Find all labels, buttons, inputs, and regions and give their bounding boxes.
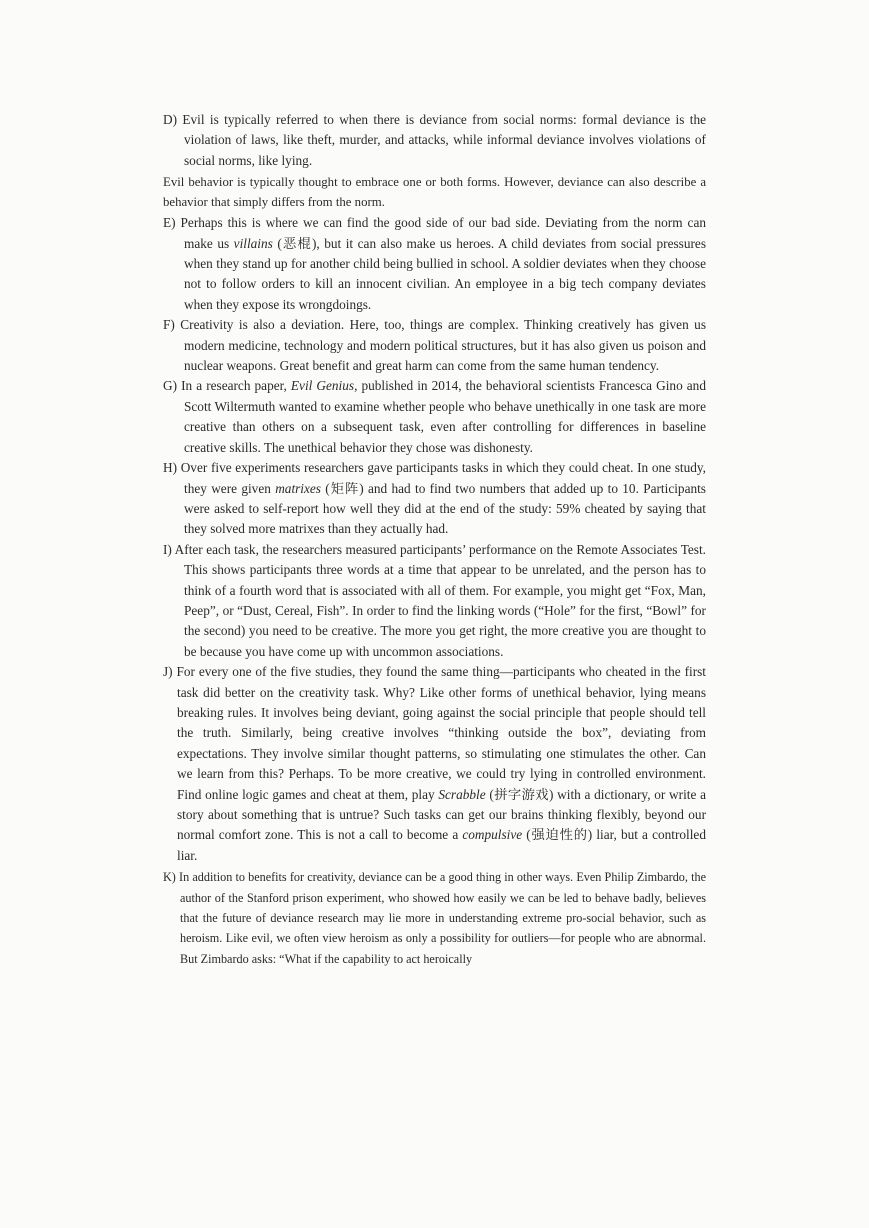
paragraph-k <box>163 867 706 969</box>
paragraph-i <box>163 540 706 662</box>
paragraph-f-text: F) Creativity is also a deviation. Here, too, things are complex. Thinking creatively has given us modern medicine, technology and modern political structures, but it has also given us poison and nuclear weapons. Great benefit and great harm can come from the same human tendency. <box>163 317 706 374</box>
paragraph-h-text-1: H) Over five experiments researchers gave participants tasks in which they could cheat. In one study, they were given <box>163 460 706 496</box>
paragraph-g-text-1: G) In a research paper, <box>163 378 291 394</box>
paragraph-j-text-2: (拼字游戏) with a dictionary, or write a story about something that is untrue? Such tasks can get our brains thinking flexibly, beyond our normal comfort zone. This is not a call to become a <box>177 786 706 843</box>
paragraph-k-text: K) In addition to benefits for creativity, deviance can be a good thing in other ways. Even Philip Zimbardo, the author of the Stanford prison experiment, who showed how easily we can be led to behave badly, believes that the future of deviance research may lie more in understanding extreme pro-social behavior, such as heroism. Like evil, we often view heroism as only a possibility for outliers—for people who are abnormal. But Zimbardo asks: “What if the capability to act heroically <box>163 870 706 966</box>
paragraph-d <box>163 110 706 171</box>
paragraph-d-text: D) Evil is typically referred to when there is deviance from social norms: formal deviance is the violation of laws, like theft, murder, and attacks, while informal deviance involves violations of social norms, like lying. <box>163 112 706 168</box>
paragraph-e-italic-villains: villains <box>233 235 273 251</box>
paragraph-h <box>163 458 706 540</box>
paragraph-e <box>163 213 706 315</box>
paragraph-j-text-1: J) For every one of the five studies, they found the same thing—participants who cheated in the first task did better on the creativity task. Why? Like other forms of unethical behavior, lying means breaking rules. It involves being deviant, going against the social principle that people should tell the truth. Similarly, being creative involves “thinking outside the box”, deviating from expectations. They involve similar thought patterns, so stimulating one stimulates the other. Can we learn from this? Perhaps. To be more creative, we could try lying in controlled environment. Find online logic games and cheat at them, play <box>163 664 706 802</box>
paragraph-i-text: I) After each task, the researchers measured participants’ performance on the Remote Associates Test. This shows participants three words at a time that appear to be unrelated, and the person has to think of a fourth word that is associated with all of them. For example, you might get “Fox, Man, Peep”, or “Dust, Cereal, Fish”. In order to find the linking words (“Hole” for the first, “Bowl” for the second) you need to be creative. The more you get right, the more creative you are thought to be because you have come up with uncommon associations. <box>163 541 706 659</box>
paragraph-note <box>163 172 706 212</box>
paragraph-note-text: Evil behavior is typically thought to embrace one or both forms. However, deviance can also describe a behavior that simply differs from the norm. <box>163 175 706 210</box>
reading-passage <box>163 110 706 969</box>
paragraph-g <box>163 376 706 458</box>
paragraph-j-italic-scrabble: Scrabble <box>438 786 486 802</box>
paragraph-j-text-3: (强迫性的) liar, but a controlled liar. <box>177 827 706 863</box>
paragraph-f <box>163 315 706 376</box>
paragraph-e-text-2: (恶棍), but it can also make us heroes. A child deviates from social pressures when they stand up for another child being bullied in school. A soldier deviates when they choose not to follow orders to kill an innocent civilian. An employee in a big tech company deviates when they expose its wrongdoings. <box>184 235 706 312</box>
paragraph-h-text-2: (矩阵) and had to find two numbers that added up to 10. Participants were asked to self-report how well they did at the end of the study: 59% cheated by saying that they solved more matrixes than they actually had. <box>184 480 706 537</box>
paragraph-g-italic-title: Evil Genius <box>290 378 355 394</box>
paragraph-h-italic-matrixes: matrixes <box>275 480 321 496</box>
paragraph-j-italic-compulsive: compulsive <box>462 827 523 843</box>
paragraph-g-text-2: , published in 2014, the behavioral scientists Francesca Gino and Scott Wiltermuth wanted to examine whether people who behave unethically in one task are more creative than others on a subsequent task, even after controlling for differences in baseline creative skills. The unethical behavior they chose was dishonesty. <box>184 378 706 455</box>
paragraph-e-text-1: E) Perhaps this is where we can find the good side of our bad side. Deviating from the norm can make us <box>163 215 706 251</box>
paragraph-j <box>163 662 706 866</box>
